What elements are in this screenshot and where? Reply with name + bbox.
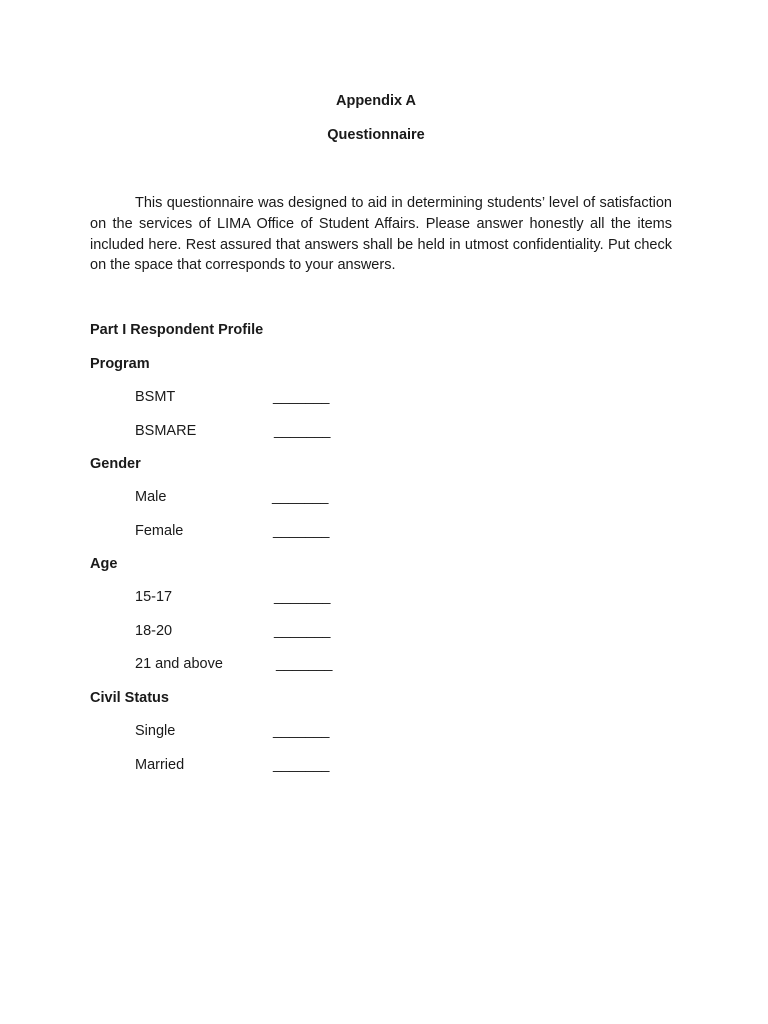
answer-blank-male[interactable]: _______ [272, 489, 329, 505]
option-label-male: Male [135, 489, 167, 505]
section-title-civil-status: Civil Status [90, 690, 169, 706]
option-label-bsmt: BSMT [135, 389, 176, 405]
answer-blank-age-21-above[interactable]: _______ [276, 656, 333, 672]
option-label-age-18-20: 18-20 [135, 623, 173, 639]
option-label-female: Female [135, 523, 184, 539]
part-title: Part I Respondent Profile [90, 322, 264, 338]
answer-blank-bsmare[interactable]: _______ [274, 423, 331, 439]
section-title-gender: Gender [90, 456, 141, 472]
appendix-title: Appendix A [335, 93, 417, 109]
option-label-age-15-17: 15-17 [135, 589, 173, 605]
answer-blank-female[interactable]: _______ [273, 523, 330, 539]
option-label-married: Married [135, 757, 185, 773]
section-title-age: Age [90, 556, 118, 572]
answer-blank-age-15-17[interactable]: _______ [274, 589, 331, 605]
answer-blank-bsmt[interactable]: _______ [273, 389, 330, 405]
intro-paragraph: This questionnaire was designed to aid in determining students’ level of satisfaction on the services of LIMA Office of Student Affairs. Please answer honestly all the items included here. Rest assured that answers shall be held in utmost confidentiality. Put check on the space that corresponds to your answers. [90, 195, 672, 274]
option-label-single: Single [135, 723, 176, 739]
answer-blank-single[interactable]: _______ [273, 723, 330, 739]
option-label-bsmare: BSMARE [135, 423, 197, 439]
section-title-program: Program [90, 356, 150, 372]
questionnaire-title: Questionnaire [327, 127, 425, 143]
option-label-age-21-above: 21 and above [135, 656, 223, 672]
answer-blank-married[interactable]: _______ [273, 757, 330, 773]
answer-blank-age-18-20[interactable]: _______ [274, 623, 331, 639]
